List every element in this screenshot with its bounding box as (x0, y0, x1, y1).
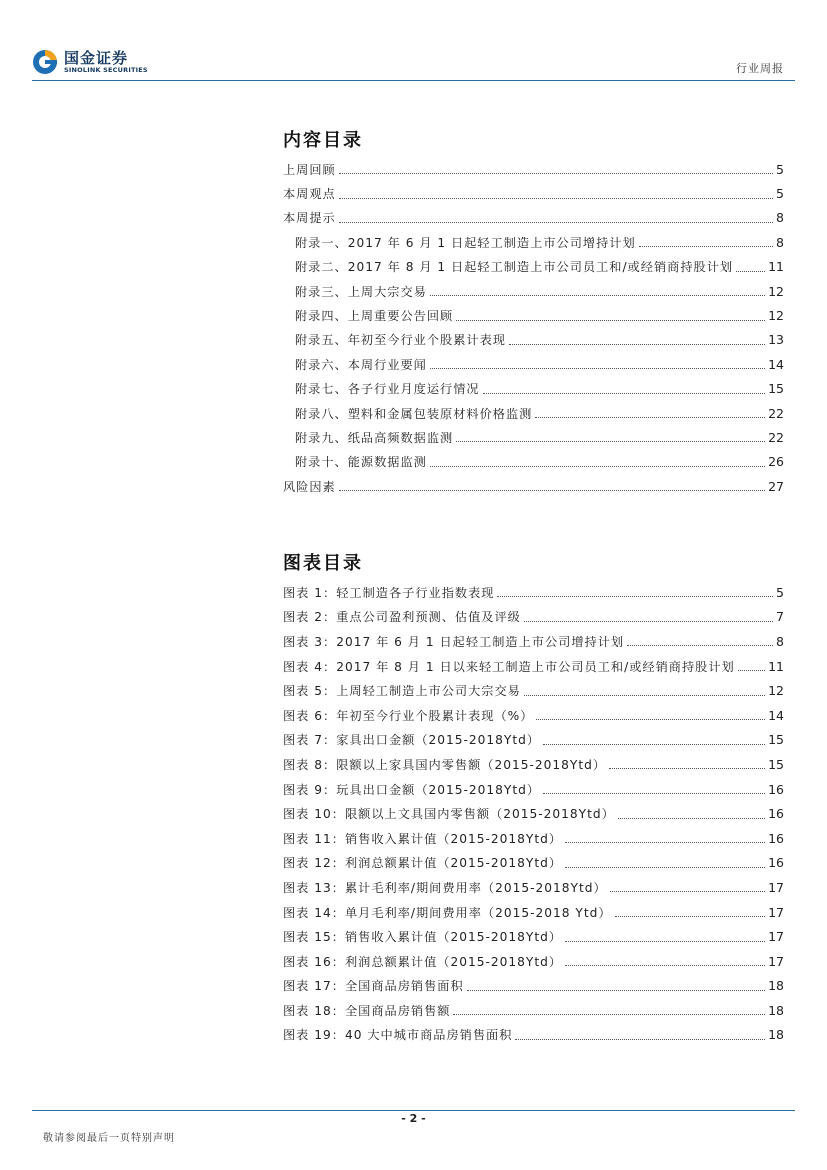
figure-entry-label: 图表 17：全国商品房销售面积 (283, 979, 464, 994)
figure-entry-page: 17 (768, 904, 784, 920)
figure-entry-page: 17 (768, 953, 784, 969)
figure-entry[interactable] (283, 728, 784, 753)
dot-leader (515, 1038, 765, 1040)
figure-entry[interactable] (283, 580, 784, 605)
contents-entry[interactable] (283, 255, 784, 279)
logo-text-cn: 国金证券 (64, 49, 129, 67)
contents-entry-page: 8 (776, 210, 784, 226)
figure-entry-label: 图表 8：限额以上家具国内零售额（2015-2018Ytd） (283, 757, 607, 772)
dot-leader (627, 644, 773, 646)
dot-leader (509, 343, 765, 345)
contents-entry-page: 14 (768, 356, 784, 372)
figure-entry-page: 14 (768, 707, 784, 723)
contents-entry[interactable] (283, 328, 784, 352)
contents-entry-page: 22 (768, 405, 784, 421)
figure-entry[interactable] (283, 875, 784, 900)
figure-entry-label: 图表 19：40 大中城市商品房销售面积 (283, 1028, 513, 1043)
figure-entry-label: 图表 3：2017 年 6 月 1 日起轻工制造上市公司增持计划 (283, 634, 625, 649)
dot-leader (467, 989, 765, 991)
contents-title: 内容目录 (283, 130, 363, 151)
contents-entry-page: 12 (768, 283, 784, 299)
page-header (0, 0, 827, 82)
figure-entry-label: 图表 5：上周轻工制造上市公司大宗交易 (283, 684, 521, 699)
figure-entry-page: 16 (768, 830, 784, 846)
dot-leader (339, 172, 773, 174)
dot-leader (430, 367, 765, 369)
dot-leader (430, 294, 765, 296)
contents-entry[interactable] (283, 303, 784, 327)
contents-entry-label: 附录七、各子行业月度运行情况 (295, 382, 480, 397)
figure-entry-page: 17 (768, 879, 784, 895)
contents-entry-label: 附录六、本周行业要闻 (295, 357, 427, 372)
figure-entry-page: 16 (768, 855, 784, 871)
figure-entry-label: 图表 15：销售收入累计值（2015-2018Ytd） (283, 930, 563, 945)
contents-entry-page: 12 (768, 308, 784, 324)
figure-entry-label: 图表 10：限额以上文具国内零售额（2015-2018Ytd） (283, 807, 615, 822)
dot-leader (543, 743, 765, 745)
figure-entry[interactable] (283, 605, 784, 630)
contents-entry-page: 5 (776, 186, 784, 202)
figure-entry-page: 16 (768, 781, 784, 797)
figure-entry-label: 图表 16：利润总额累计值（2015-2018Ytd） (283, 954, 563, 969)
dot-leader (497, 595, 773, 597)
figure-entry-page: 7 (776, 609, 784, 625)
header-divider (32, 80, 795, 81)
contents-entry-page: 8 (776, 234, 784, 250)
contents-entry-page: 27 (768, 478, 784, 494)
figure-entry-label: 图表 4：2017 年 8 月 1 日以来轻工制造上市公司员工和/或经销商持股计划 (283, 659, 735, 674)
dot-leader (483, 392, 765, 394)
figure-entry-page: 18 (768, 1002, 784, 1018)
contents-entry-page: 5 (776, 161, 784, 177)
report-type: 行业周报 (736, 62, 784, 75)
contents-entry[interactable] (283, 206, 784, 230)
figure-entry-label: 图表 13：累计毛利率/期间费用率（2015-2018Ytd） (283, 880, 607, 895)
contents-entry-label: 附录八、塑料和金属包装原材料价格监测 (295, 406, 533, 421)
contents-entry-label: 附录十、能源数据监测 (295, 455, 427, 470)
figure-entry-page: 16 (768, 806, 784, 822)
figure-entry[interactable] (283, 998, 784, 1023)
figure-entry[interactable] (283, 851, 784, 876)
figure-entry[interactable] (283, 924, 784, 949)
figure-entry-page: 5 (776, 584, 784, 600)
contents-entry[interactable] (283, 377, 784, 401)
page-number: - 2 - (401, 1112, 426, 1125)
contents-entry-page: 15 (768, 381, 784, 397)
figure-entry[interactable] (283, 826, 784, 851)
contents-entry-page: 13 (768, 332, 784, 348)
disclaimer-note: 敬请参阅最后一页特别声明 (43, 1133, 175, 1144)
contents-entry-label: 附录二、2017 年 8 月 1 日起轻工制造上市公司员工和/或经销商持股计划 (295, 260, 734, 275)
contents-entry-label: 风险因素 (283, 479, 336, 494)
dot-leader (618, 817, 765, 819)
contents-entry-page: 26 (768, 454, 784, 470)
dot-leader (565, 841, 765, 843)
logo-mark-icon (32, 49, 58, 75)
figure-entry[interactable] (283, 752, 784, 777)
figure-entry-page: 11 (768, 658, 784, 674)
contents-entry[interactable] (283, 230, 784, 254)
dot-leader (639, 245, 773, 247)
figure-entry-label: 图表 7：家具出口金额（2015-2018Ytd） (283, 733, 541, 748)
contents-entry-label: 附录九、纸品高频数据监测 (295, 430, 454, 445)
figure-entry-page: 18 (768, 1027, 784, 1043)
dot-leader (456, 319, 765, 321)
contents-entry[interactable] (283, 401, 784, 425)
contents-entry-page: 22 (768, 429, 784, 445)
dot-leader (615, 915, 766, 917)
contents-entry-page: 11 (768, 259, 784, 275)
figure-entry[interactable] (283, 974, 784, 999)
figures-list (283, 580, 784, 1047)
dot-leader (536, 718, 765, 720)
contents-entry[interactable] (283, 352, 784, 376)
dot-leader (610, 890, 765, 892)
contents-entry-label: 附录一、2017 年 6 月 1 日起轻工制造上市公司增持计划 (295, 235, 636, 250)
figure-entry[interactable] (283, 678, 784, 703)
figures-title: 图表目录 (283, 553, 363, 574)
figure-entry-page: 8 (776, 633, 784, 649)
contents-entry[interactable] (283, 181, 784, 205)
footer-divider (32, 1110, 795, 1111)
figure-entry[interactable] (283, 654, 784, 679)
contents-entry[interactable] (283, 157, 784, 181)
figure-entry-page: 15 (768, 756, 784, 772)
contents-entry[interactable] (283, 474, 784, 498)
figure-entry-page: 12 (768, 683, 784, 699)
dot-leader (565, 940, 765, 942)
figure-entry-label: 图表 6：年初至今行业个股累计表现（%） (283, 708, 534, 723)
dot-leader (609, 767, 765, 769)
figure-entry[interactable] (283, 801, 784, 826)
figure-entry[interactable] (283, 629, 784, 654)
contents-entry[interactable] (283, 425, 784, 449)
dot-leader (339, 489, 765, 491)
dot-leader (565, 866, 765, 868)
figure-entry[interactable] (283, 1023, 784, 1048)
contents-list (283, 157, 784, 498)
figure-entry-label: 图表 18：全国商品房销售额 (283, 1003, 451, 1018)
dot-leader (524, 694, 765, 696)
figure-entry[interactable] (283, 900, 784, 925)
contents-entry-label: 本周提示 (283, 211, 336, 226)
contents-entry-label: 本周观点 (283, 187, 336, 202)
figure-entry-label: 图表 12：利润总额累计值（2015-2018Ytd） (283, 856, 563, 871)
dot-leader (524, 620, 773, 622)
figure-entry-page: 17 (768, 929, 784, 945)
contents-entry-label: 上周回顾 (283, 162, 336, 177)
dot-leader (430, 465, 765, 467)
dot-leader (339, 197, 773, 199)
dot-leader (453, 1013, 765, 1015)
figure-entry-label: 图表 1：轻工制造各子行业指数表现 (283, 585, 495, 600)
contents-entry-label: 附录三、上周大宗交易 (295, 284, 427, 299)
figure-entry-label: 图表 2：重点公司盈利预测、估值及评级 (283, 610, 521, 625)
dot-leader (456, 440, 765, 442)
figure-entry-page: 15 (768, 732, 784, 748)
figure-entry[interactable] (283, 777, 784, 802)
company-logo (32, 46, 148, 78)
dot-leader (565, 964, 765, 966)
contents-entry-label: 附录四、上周重要公告回顾 (295, 309, 454, 324)
figure-entry-label: 图表 9：玩具出口金额（2015-2018Ytd） (283, 782, 541, 797)
figure-entry-label: 图表 11：销售收入累计值（2015-2018Ytd） (283, 831, 563, 846)
contents-entry-label: 附录五、年初至今行业个股累计表现 (295, 333, 506, 348)
dot-leader (543, 792, 765, 794)
logo-text-en: SINOLINK SECURITIES (64, 66, 148, 74)
figure-entry[interactable] (283, 703, 784, 728)
figure-entry-label: 图表 14：单月毛利率/期间费用率（2015-2018 Ytd） (283, 905, 612, 920)
dot-leader (535, 416, 765, 418)
contents-entry[interactable] (283, 450, 784, 474)
dot-leader (738, 669, 765, 671)
dot-leader (339, 221, 773, 223)
dot-leader (736, 270, 765, 272)
figure-entry[interactable] (283, 949, 784, 974)
contents-entry[interactable] (283, 279, 784, 303)
figure-entry-page: 18 (768, 978, 784, 994)
